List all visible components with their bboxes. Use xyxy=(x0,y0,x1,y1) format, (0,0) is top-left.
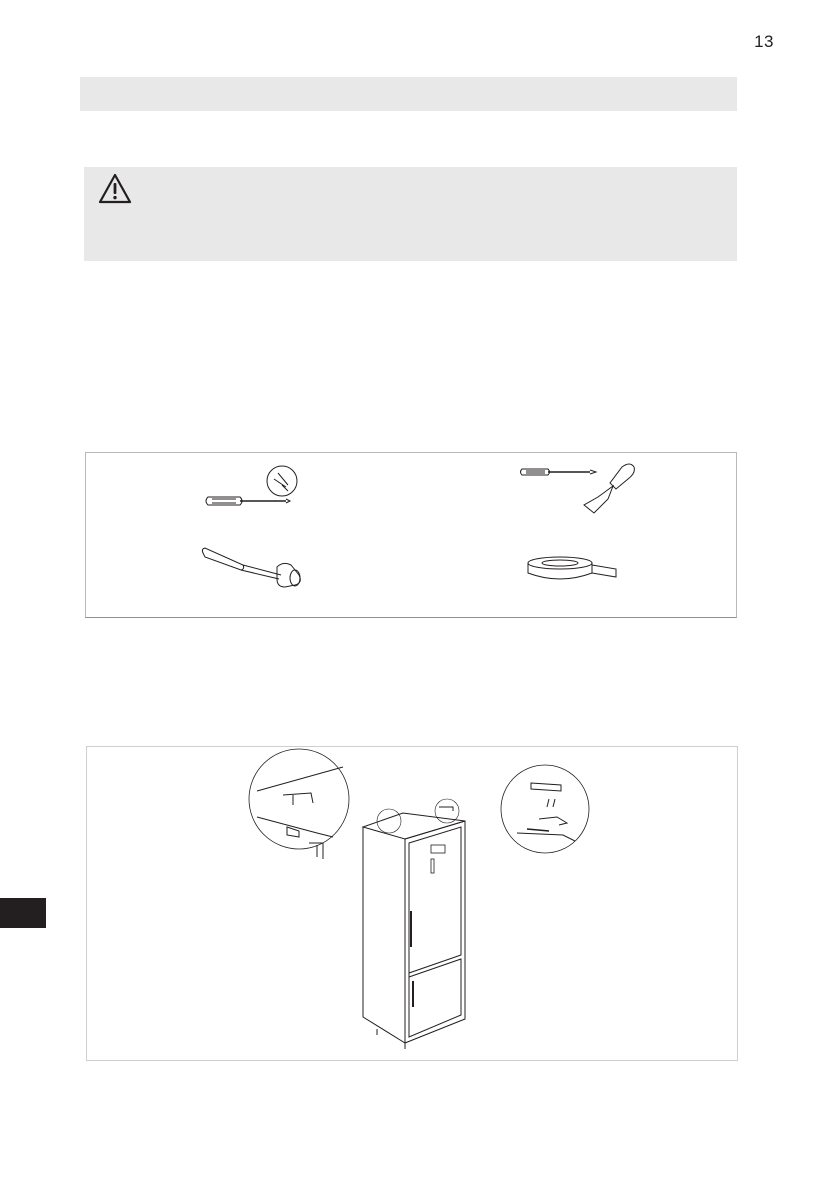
warning-triangle-icon xyxy=(98,173,132,205)
refrigerator-illustration xyxy=(87,747,737,1060)
hammer-icon xyxy=(199,545,309,589)
flat-screwdriver-and-putty-knife-icon xyxy=(518,459,648,515)
language-tab-marker xyxy=(0,898,46,928)
warning-box xyxy=(84,167,737,261)
page-number: 13 xyxy=(754,32,774,51)
phillips-screwdriver-icon xyxy=(202,461,302,513)
adhesive-tape-icon xyxy=(524,553,624,583)
door-removal-figure xyxy=(86,746,738,1061)
tools-required-box xyxy=(85,452,737,618)
section-heading-bar xyxy=(80,77,737,111)
